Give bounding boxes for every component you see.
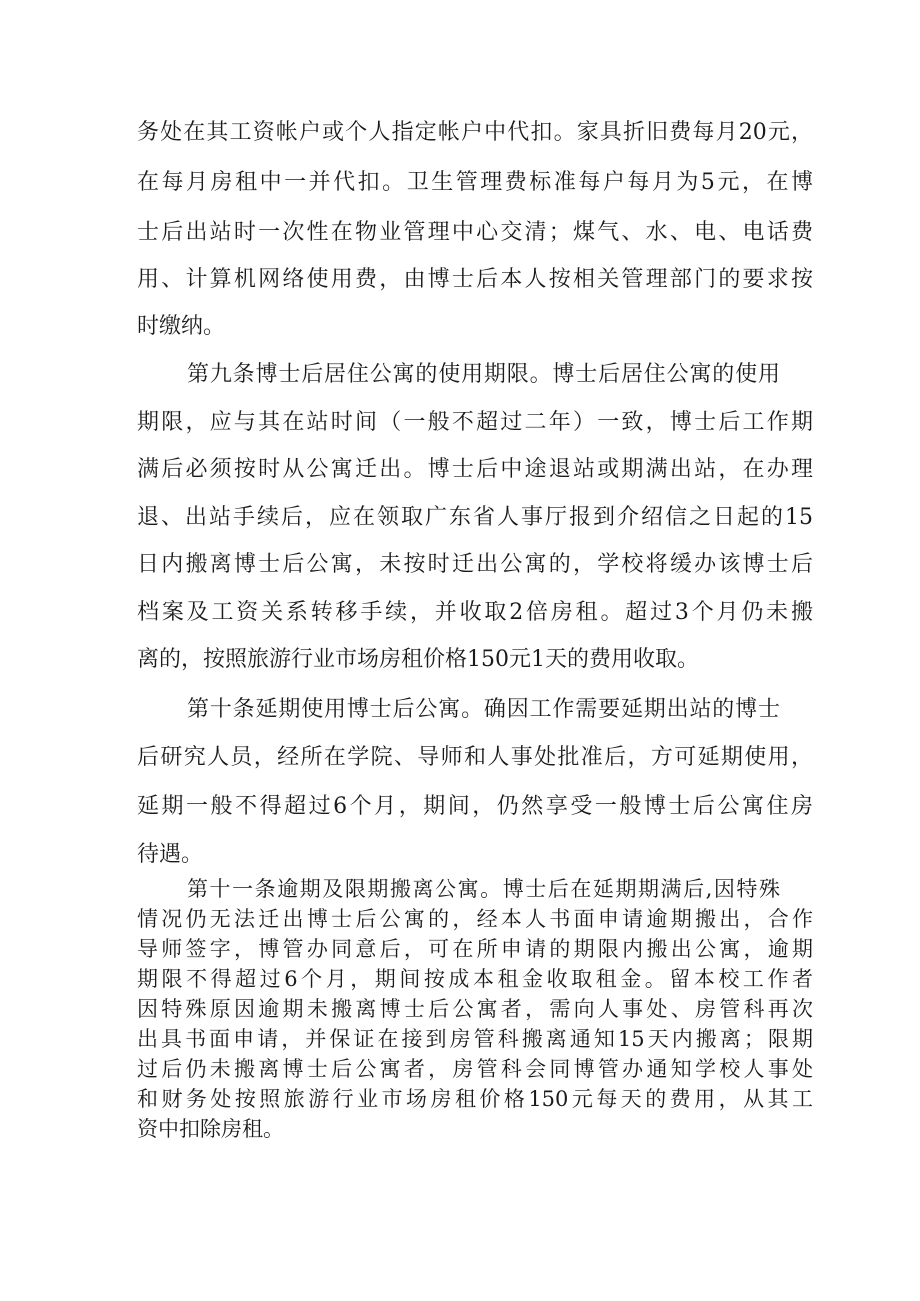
text-line: 后研究人员，经所在学院、导师和人事处批准后，方可延期使用， <box>137 745 813 770</box>
text-line: 士后出站时一次性在物业管理中心交清；煤气、水、电、电话费 <box>137 220 813 245</box>
text-line: 资中扣除房租。 <box>137 1117 284 1141</box>
text-line: 档案及工资关系转移手续，并收取2倍房租。超过3个月仍未搬 <box>137 600 813 625</box>
text-line: 和财务处按照旅游行业市场房租价格150元每天的费用，从其工 <box>137 1087 813 1111</box>
text-line: 日内搬离博士后公寓，未按时迁出公寓的，学校将缓办该博士后 <box>137 552 813 577</box>
text-line: 离的，按照旅游行业市场房租价格150元1天的费用收取。 <box>137 647 699 672</box>
text-line: 期限不得超过6个月，期间按成本租金收取租金。留本校工作者 <box>137 967 813 991</box>
text-line: 用、计算机网络使用费，由博士后本人按相关管理部门的要求按 <box>137 267 813 292</box>
article-heading-line: 第十一条逾期及限期搬离公寓。博士后在延期期满后,因特殊 <box>187 877 780 901</box>
text-line: 期限，应与其在站时间（一般不超过二年）一致，博士后工作期 <box>137 410 813 435</box>
text-line: 因特殊原因逾期未搬离博士后公寓者，需向人事处、房管科再次 <box>137 997 813 1021</box>
text-line: 导师签字，博管办同意后，可在所申请的期限内搬出公寓，逾期 <box>137 937 813 961</box>
text-line: 退、出站手续后，应在领取广东省人事厅报到介绍信之日起的15 <box>137 505 813 530</box>
text-line: 满后必须按时从公寓迁出。博士后中途退站或期满出站，在办理 <box>137 457 813 482</box>
text-line: 时缴纳。 <box>137 314 226 339</box>
article-heading-line: 第九条博士后居住公寓的使用期限。博士后居住公寓的使用 <box>187 362 780 387</box>
text-line: 出具书面申请，并保证在接到房管科搬离通知15天内搬离；限期 <box>137 1027 813 1051</box>
text-line: 在每月房租中一并代扣。卫生管理费标准每户每月为5元，在博 <box>137 170 813 195</box>
text-line: 务处在其工资帐户或个人指定帐户中代扣。家具折旧费每月20元， <box>137 120 813 145</box>
article-heading-line: 第十条延期使用博士后公寓。确因工作需要延期出站的博士 <box>187 697 780 722</box>
text-line: 待遇。 <box>137 842 204 867</box>
text-line: 情况仍无法迁出博士后公寓的，经本人书面申请逾期搬出，合作 <box>137 907 813 931</box>
text-line: 过后仍未搬离博士后公寓者，房管科会同博管办通知学校人事处 <box>137 1057 813 1081</box>
text-line: 延期一般不得超过6个月，期间，仍然享受一般博士后公寓住房 <box>137 794 813 819</box>
